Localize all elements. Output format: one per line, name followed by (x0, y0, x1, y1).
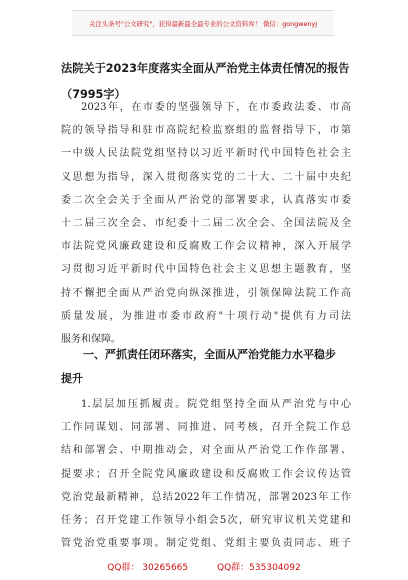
title-line-1: 法院关于2023年度落实全面从严治党主体责任情况的报告 (61, 62, 350, 75)
footer (0, 560, 408, 573)
paragraph-line: 结和部署会、中期推动会，对全面从严治党工作作部署、 (61, 445, 351, 457)
paragraph-item-1 (61, 393, 351, 555)
paragraph-line: 1.层层加压抓履责。院党组坚持全面从严治党与中心 (81, 399, 351, 410)
paragraph-line: 工作同谋划、同部署、同推进、同考核，召开全院工作总 (61, 422, 351, 434)
paragraph-line: 十二届三次全会、市纪委十二届二次全会、全国法院及全 (61, 217, 351, 229)
footer-qq-group-2: QQ群：535304092 (217, 563, 301, 573)
paragraph-line: 习贯彻习近平新时代中国特色社会主义思想主题教育，坚 (61, 264, 351, 276)
paragraph-line: 服务和保障。 (61, 333, 121, 345)
section-heading-line: 提升 (61, 372, 83, 385)
section-heading-line: 一、严抓责任闭环落实，全面从严治党能力水平稳步 (83, 348, 336, 361)
paragraph-intro (61, 96, 351, 351)
paragraph-line: 市法院党风廉政建设和反腐败工作会议精神，深入开展学 (61, 241, 351, 253)
title-line-2: （7995字） (61, 88, 126, 101)
paragraph-line: 2023年，在市委的坚强领导下，在市委政法委、市高 (81, 102, 351, 113)
paragraph-line: 持不懈把全面从严治党向纵深推进，引领保障法院工作高 (61, 287, 351, 299)
paragraph-line: 提要求；召开全院党风廉政建设和反腐败工作会议传达管 (61, 468, 351, 480)
paragraph-line: 院的领导指导和驻市高院纪检监察组的监督指导下，市第 (61, 125, 351, 137)
paragraph-line: 管党治党重要事项。制定党组、党组主要负责同志、班子 (61, 538, 351, 550)
paragraph-line: 党治党最新精神，总结2022年工作情况，部署2023年工作 (61, 491, 351, 503)
paragraph-line: 任务；召开党建工作领导小组会5次，研究审议机关党建和 (61, 514, 351, 526)
footer-qq-group-1: QQ群： 30265665 (107, 563, 189, 573)
paragraph-line: 委二次全会关于全面从严治党的部署要求，认真落实市委 (61, 194, 351, 206)
paragraph-line: 义思想为指导，深入贯彻落实党的二十大、二十届中央纪 (61, 171, 351, 183)
top-banner (72, 10, 334, 36)
banner-text: 关注头条号"公文研究"，获得最新最全最专业的公文资料库！ 微信：gongwenyj (88, 19, 318, 28)
section-heading-1 (61, 343, 361, 391)
paragraph-line: 质量发展，为推进市委市政府"十项行动"提供有力司法 (61, 310, 351, 322)
paragraph-line: 一中级人民法院党组坚持以习近平新时代中国特色社会主 (61, 148, 351, 160)
